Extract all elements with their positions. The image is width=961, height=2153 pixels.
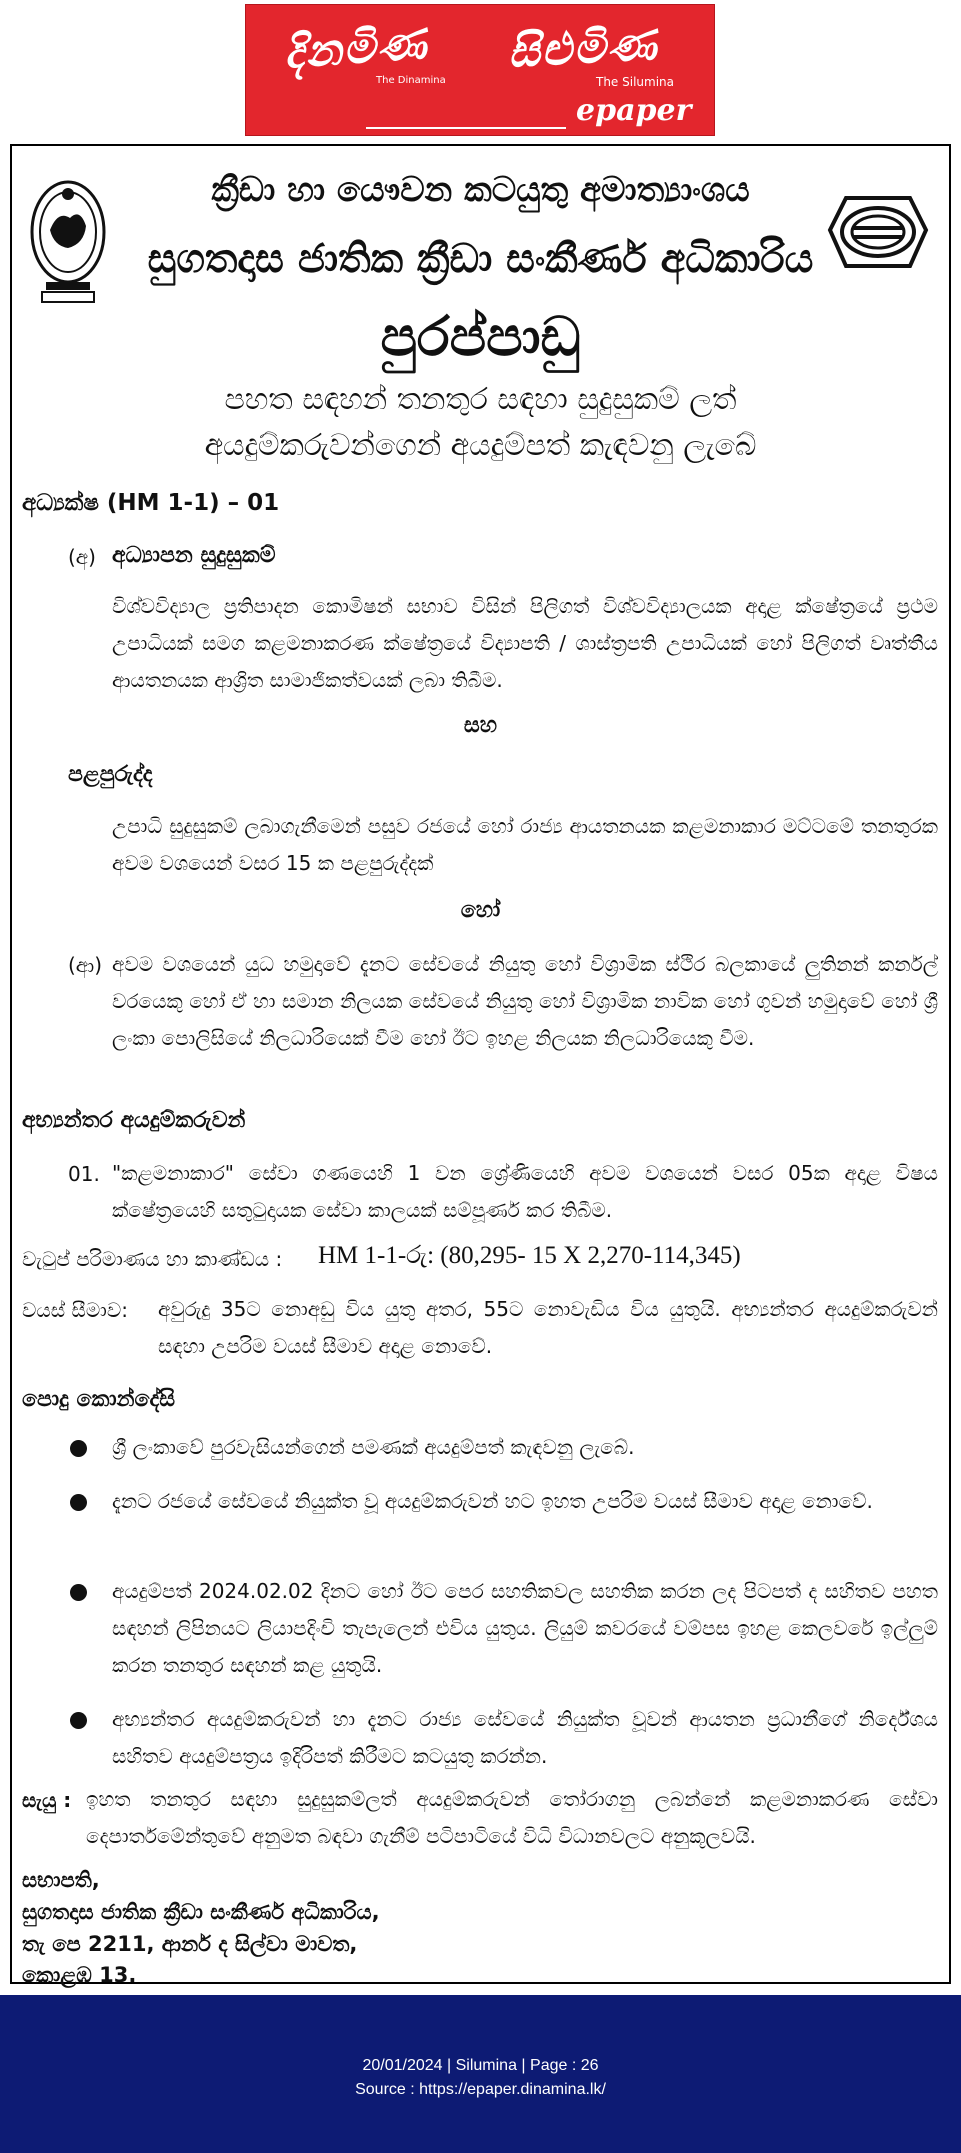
- section-b-marker: (ආ): [68, 953, 103, 977]
- authority-heading: සුගතදාස ජාතික ක්‍රීඩා සංකීර්ණ අධිකාරිය: [147, 236, 814, 282]
- intro-line-2: අයදුම්කරුවන්ගෙන් අයදුම්පත් කැඳවනු ලැබේ: [204, 428, 757, 463]
- address-line-1: සභාපති,: [22, 1868, 100, 1892]
- footer-bar: [0, 1995, 961, 2153]
- internal-item-text: "කළමනාකාර" සේවා ගණයෙහි 1 වන ශ්‍රේණියෙහි අවම වශයෙන් වසර 05ක අදාළ විෂය ක්ෂේත්‍රයෙහි සතුටුදායක සේවා කාලයක් සම්පූර්ණ කර තිබීම.: [112, 1161, 938, 1222]
- or-label: හෝ: [460, 898, 501, 923]
- vacancies-title: පුරප්පාඩු: [380, 305, 581, 368]
- address-line-2: සුගතදාස ජාතික ක්‍රීඩා සංකීර්ණ අධිකාරිය,: [22, 1900, 380, 1924]
- section-a-text: විශ්වවිද්‍යාල ප්‍රතිපාදන කොමිෂන් සභාව විසින් පිලිගත් විශ්වවිද්‍යාලයක අදාළ ක්ෂේත්‍රයේ ප්‍රථම උපාධියක් සමග කළමනාකරණ ක්ෂේත්‍රයේ විද්‍යාපති / ශාස්ත්‍රපති උපාධියක් හෝ පිලිගත් වෘත්තීය ආයතනයක ආශ්‍රිත සාමාජිකත්වයක් ලබා තිබීම.: [112, 594, 938, 692]
- footer-meta: 20/01/2024 | Silumina | Page : 26: [362, 2057, 599, 2074]
- general-conditions-title: පොදු කොන්දේසි: [22, 1387, 176, 1412]
- ministry-heading: ක්‍රීඩා හා යෞවන කටයුතු අමාත්‍යාංශය: [211, 170, 750, 210]
- masthead-banner: [245, 4, 715, 136]
- experience-text: උපාධි සුදුසුකම් ලබාගැනීමෙන් පසුව රජයේ හෝ රාජ්‍ය ආයතනයක කළමනාකාර මට්ටමේ තනතුරක අවම වශයෙන් වසර 15 ක පළපුරුද්දක්: [112, 814, 938, 875]
- salary-label: වැටුප් පරිමාණය හා කාණ්ඩය :: [22, 1247, 283, 1271]
- and-label: සහ: [463, 713, 498, 738]
- dinamina-logo-text: දිනමිණ: [282, 18, 430, 79]
- age-text: අවුරුදු 35ට නොඅඩු විය යුතු අතර, 55ට නොවැඩිය විය යුතුයි. අභ්‍යන්තර අයදුම්කරුවන් සඳහා උපරිම වයස් සීමාව අදාළ නොවේ.: [158, 1297, 938, 1358]
- section-a-marker: (අ): [68, 545, 96, 569]
- section-b-text: අවම වශයෙන් යුධ හමුදාවේ දැනට සේවයේ නියුතු හෝ විශ්‍රාමික ස්ථිර බලකායේ ලුතිනන් කර්නල් වරයෙකු හෝ ඒ හා සමාන නිලයක සේවයේ නියුතු හෝ විශ්‍රාමික නාවික හෝ ගුවන් හමුදාවේ හෝ ශ්‍රී ලංකා පොලිසියේ නිලධාරියෙක් වීම හෝ ඊට ඉහළ නිලයක නිලධාරියෙකු වීම.: [112, 952, 938, 1050]
- internal-item-number: 01.: [68, 1162, 100, 1186]
- address-line-4: කොළඹ 13.: [22, 1963, 137, 1987]
- bullet-icon: [70, 1712, 87, 1729]
- bullet-icon: [70, 1440, 87, 1457]
- condition-item: ශ්‍රී ලංකාවේ පුරවැසියන්ගෙන් පමණක් අයදුම්පත් කැඳවනු ලැබේ.: [112, 1435, 635, 1459]
- internal-applicants-title: අභ්‍යන්තර අයදුම්කරුවන්: [22, 1108, 246, 1133]
- epaper-label: epaper: [576, 93, 692, 128]
- post-heading: අධ්‍යක්ෂ (HM 1-1) – 01: [22, 490, 280, 516]
- condition-item: අයදුම්පත් 2024.02.02 දිනට හෝ ඊට පෙර සහතිකවල සහතික කරන ලද පිටපත් ද සහිතව පහත සඳහන් ලිපිනයට ලියාපදිංචි තැපැලෙන් එවිය යුතුය. ලියුම් කවරයේ වම්පස ඉහළ කෙලවරේ ඉල්ලුම් කරන තනතුර සඳහන් කළ යුතුයි.: [112, 1579, 938, 1677]
- bullet-icon: [70, 1494, 87, 1511]
- salary-value: HM 1-1-රු: (80,295- 15 X 2,270-114,345): [318, 1242, 741, 1269]
- experience-title: පළපුරුද්ද: [68, 762, 153, 787]
- banner-underline: [366, 127, 566, 129]
- bullet-icon: [70, 1584, 87, 1601]
- silumina-subtitle: The Silumina: [596, 75, 675, 89]
- section-a-title: අධ්‍යාපන සුදුසුකම්: [112, 543, 276, 568]
- condition-item: දැනට රජයේ සේවයේ නියුක්ත වූ අයදුම්කරුවන් හට ඉහත උපරිම වයස් සීමාව අදාළ නොවේ.: [112, 1489, 873, 1513]
- intro-line-1: පහත සඳහන් තනතුර සඳහා සුදුසුකම් ලත්: [224, 382, 737, 417]
- note-text: ඉහත තනතුර සඳහා සුදුසුකම්ලත් අයදුම්කරුවන් තෝරාගනු ලබන්නේ කළමනාකරණ සේවා දෙපාර්තමේන්තුවේ අනුමත බඳවා ගැනීම් පටිපාටියේ විධි විධානවලට අනුකූලවයි.: [86, 1787, 938, 1848]
- condition-item: අභ්‍යන්තර අයදුම්කරුවන් හා දැනට රාජ්‍ය සේවයේ නියුක්ත වූවන් ආයතන ප්‍රධානීගේ නිර්දේශය සහිතව අයදුම්පත්‍රය ඉදිරිපත් කිරීමට කටයුතු කරන්න.: [112, 1707, 938, 1768]
- address-line-3: තැ පෙ 2211, ආනර් ද සිල්වා මාවත,: [22, 1932, 358, 1956]
- note-label: සැයු :: [22, 1788, 72, 1812]
- footer-source-link[interactable]: Source : https://epaper.dinamina.lk/: [355, 2081, 606, 2098]
- dinamina-subtitle: The Dinamina: [376, 75, 446, 86]
- silumina-logo-text: සිළුමිණ: [506, 19, 660, 78]
- age-label: වයස් සීමාව:: [22, 1298, 128, 1322]
